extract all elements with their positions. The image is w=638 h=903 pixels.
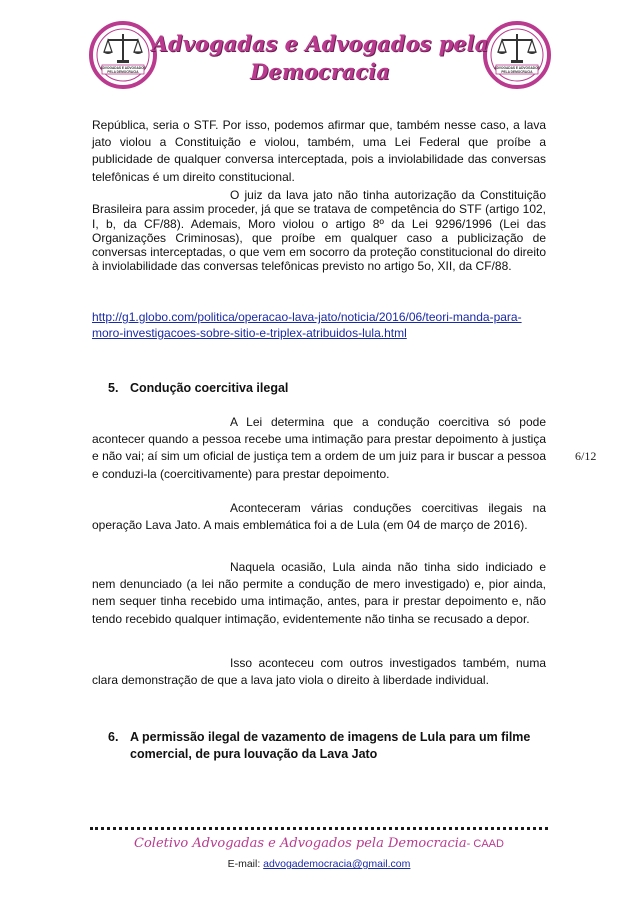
scales-of-justice-icon bbox=[88, 20, 158, 90]
page-number: 6/12 bbox=[575, 449, 597, 463]
scales-of-justice-icon bbox=[482, 20, 552, 90]
paragraph-4-text: Aconteceram várias conduções coercitivas ilegais na operação Lava Jato. A mais emblemática foi a de Lula (em 04 de março de 2016). bbox=[92, 501, 546, 533]
paragraph-5-text: Naquela ocasião, Lula ainda não tinha sido indiciado e nem denunciado (a lei não permite a condução de mero investigado) e, pior ainda, nem sequer tinha recebido uma intimação, antes, para ir prestar depoimento e, não tendo recebido qualquer intimação, evidentemente não tinha se recusado a depor. bbox=[92, 560, 546, 626]
paragraph-3 bbox=[92, 414, 546, 483]
header-title bbox=[150, 30, 490, 86]
svg-text:PELA DEMOCRACIA: PELA DEMOCRACIA bbox=[501, 70, 533, 74]
caad-logo-right bbox=[482, 20, 552, 90]
footer-email-link[interactable]: advogademocracia@gmail.com bbox=[263, 858, 411, 870]
paragraph-4 bbox=[92, 500, 546, 534]
footer-email-label: E-mail: bbox=[227, 858, 264, 870]
section-5-number: 5. bbox=[108, 381, 119, 395]
footer-email bbox=[90, 858, 548, 870]
svg-text:ADVOGADAS E ADVOGADOS: ADVOGADAS E ADVOGADOS bbox=[494, 66, 540, 70]
section-6-title-line1: A permissão ilegal de vazamento de imagens de Lula para um filme bbox=[130, 730, 531, 744]
svg-text:ADVOGADAS E ADVOGADOS: ADVOGADAS E ADVOGADOS bbox=[100, 66, 146, 70]
paragraph-2 bbox=[92, 188, 546, 274]
svg-text:PELA DEMOCRACIA: PELA DEMOCRACIA bbox=[107, 70, 139, 74]
paragraph-6-text: Isso aconteceu com outros investigados também, numa clara demonstração de que a lava jato viola o direito à liberdade individual. bbox=[92, 656, 546, 688]
footer-org-suffix: - CAAD bbox=[466, 838, 504, 850]
paragraph-1: República, seria o STF. Por isso, podemos afirmar que, também nesse caso, a lava jato violou a Constituição e violou, também, uma Lei Federal que proíbe a publicidade de qualquer conversa interceptada, pois a inviolabilidade das conversas telefônicas é um direito constitucional. bbox=[92, 118, 546, 184]
header-title-line2: Democracia bbox=[250, 59, 390, 84]
footer-org-text: Coletivo Advogadas e Advogados pela Democracia bbox=[134, 836, 467, 851]
paragraph-6 bbox=[92, 655, 546, 689]
footer-org-name bbox=[90, 836, 548, 851]
section-5-heading bbox=[108, 380, 288, 397]
caad-logo-left bbox=[88, 20, 158, 90]
header-title-line1: Advogadas e Advogados pela bbox=[151, 31, 489, 56]
news-link[interactable]: http://g1.globo.com/politica/operacao-lava-jato/noticia/2016/06/teori-manda-para-moro-investigacoes-sobre-sitio-e-triplex-atribuidos-lula.html bbox=[92, 310, 522, 340]
paragraph-5 bbox=[92, 559, 546, 628]
paragraph-3-text: A Lei determina que a condução coercitiva só pode acontecer quando a pessoa recebe uma intimação para prestar depoimento à justiça e não vai; aí sim um oficial de justiça tem a ordem de um juiz para ir buscar a pessoa e conduzi-la (coercitivamente) para prestar depoimento. bbox=[92, 415, 546, 481]
section-6-heading bbox=[108, 729, 548, 763]
section-5-title: Condução coercitiva ilegal bbox=[130, 381, 289, 395]
section-6-title-line2: comercial, de pura louvação da Lava Jato bbox=[130, 747, 378, 761]
paragraph-2-text: O juiz da lava jato não tinha autorização da Constituição Brasileira para assim proceder, já que se tratava de competência do STF (artigo 102, I, b, da CF/88). Ademais, Moro violou o artigo 8º da Lei 9296/1996 (Lei das Organizações Criminosas), que proíbe em qualquer caso a publicização de conversas interceptadas, o que vem em socorro da proteção constitucional do direito à inviolabilidade das conversas telefônicas previsto no artigo 5o, XII, da CF/88. bbox=[92, 188, 546, 274]
footer-divider bbox=[90, 827, 548, 830]
section-6-number: 6. bbox=[108, 730, 119, 744]
